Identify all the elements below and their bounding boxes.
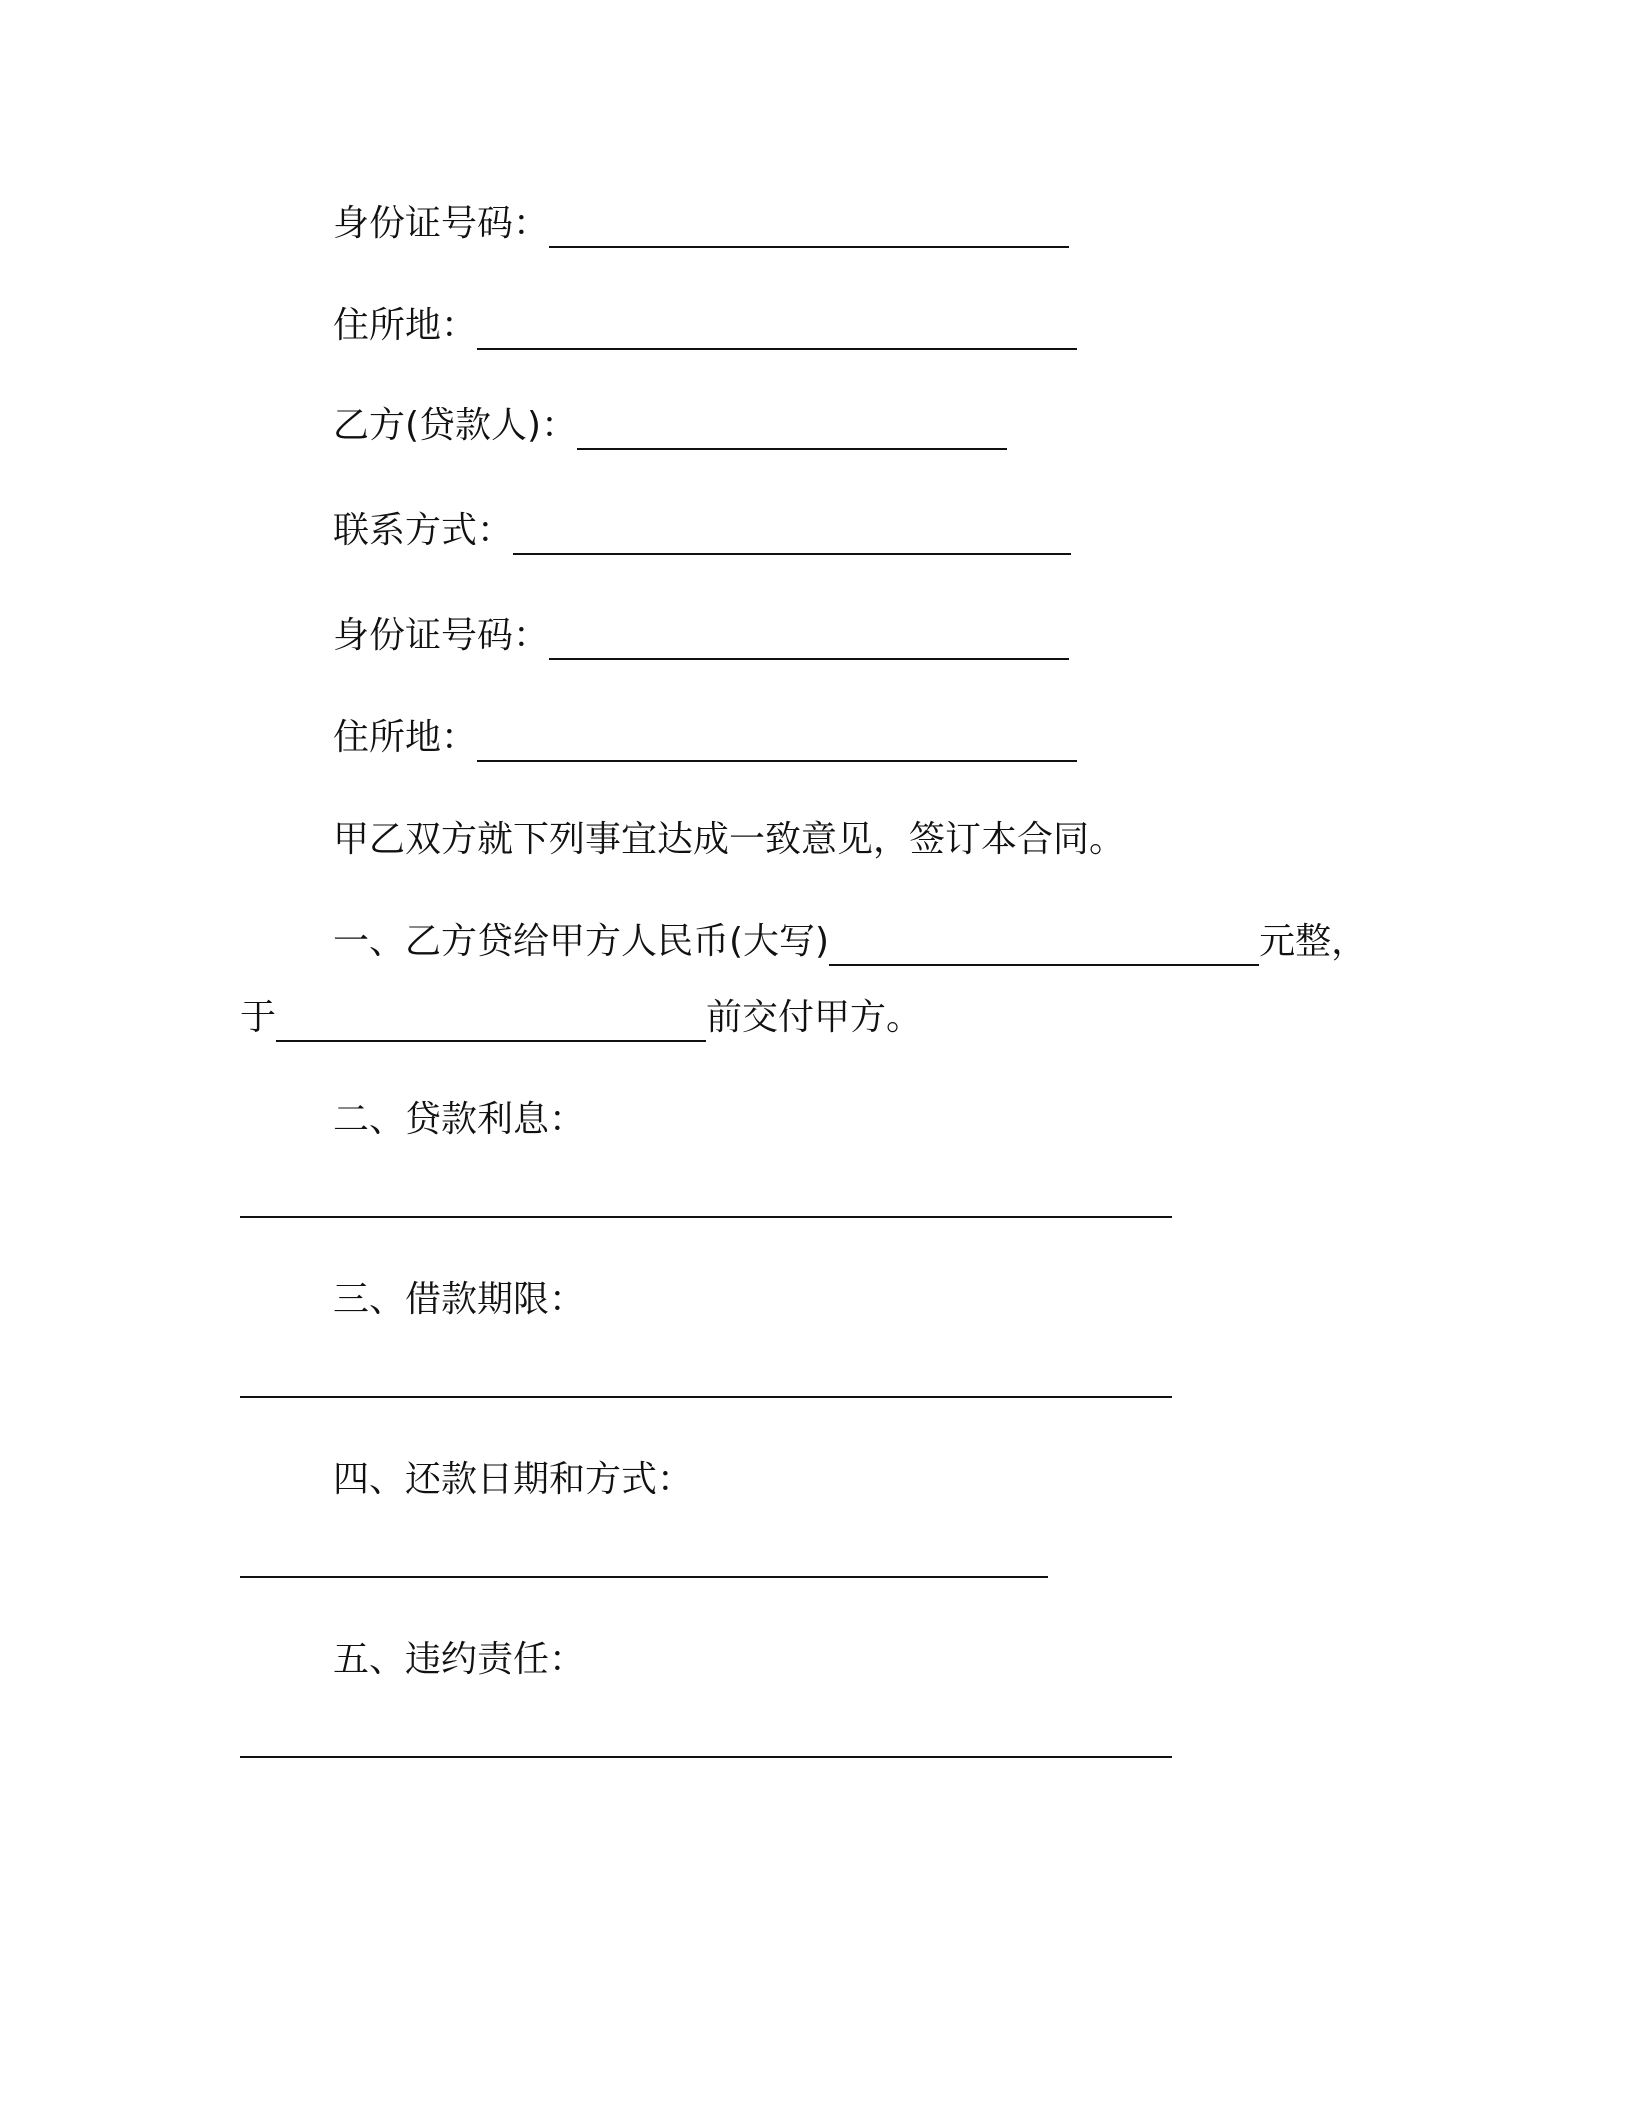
intro-paragraph [0, 816, 1632, 864]
clause-1-line2-suffix: 前交付甲方。 [706, 997, 923, 1038]
address-field-1 [0, 302, 1632, 350]
clause-1-line-1 [0, 918, 1632, 966]
contact-blank [513, 515, 1071, 555]
address-field-2 [0, 714, 1632, 762]
clause-3-heading [0, 1276, 1632, 1324]
clause-2-heading [0, 1096, 1632, 1144]
clause-5-heading [0, 1636, 1632, 1684]
id-number-field-1 [0, 200, 1632, 248]
party-b-field [0, 402, 1632, 450]
id-number-blank [549, 208, 1069, 248]
clause-2-blank-line [240, 1216, 1172, 1218]
clause-4-heading [0, 1456, 1632, 1504]
clause-1-line2-prefix: 于 [240, 997, 277, 1038]
contact-field [0, 507, 1632, 555]
id-number-blank [549, 620, 1069, 660]
clause-2-text: 二、贷款利息： [333, 1099, 586, 1140]
intro-text: 甲乙双方就下列事宜达成一致意见，签订本合同。 [333, 819, 1126, 860]
clause-4-text: 四、还款日期和方式： [333, 1459, 694, 1500]
address-label: 住所地： [333, 717, 478, 758]
clause-3-text: 三、借款期限： [333, 1279, 586, 1320]
contact-label: 联系方式： [333, 510, 514, 551]
id-number-label: 身份证号码： [333, 203, 550, 244]
address-blank [477, 310, 1077, 350]
clause-1-suffix: 元整， [1259, 921, 1368, 962]
address-label: 住所地： [333, 305, 478, 346]
clause-1-prefix: 一、乙方贷给甲方人民币(大写) [333, 921, 830, 962]
party-b-blank [577, 410, 1007, 450]
id-number-label: 身份证号码： [333, 615, 550, 656]
address-blank [477, 722, 1077, 762]
amount-blank [829, 926, 1259, 966]
clause-1-line-2 [0, 994, 1632, 1042]
party-b-label: 乙方(贷款人)： [333, 405, 578, 446]
date-blank [276, 1002, 706, 1042]
id-number-field-2 [0, 612, 1632, 660]
clause-5-blank-line [240, 1756, 1172, 1758]
clause-4-blank-line [240, 1576, 1048, 1578]
clause-5-text: 五、违约责任： [333, 1639, 586, 1680]
clause-3-blank-line [240, 1396, 1172, 1398]
